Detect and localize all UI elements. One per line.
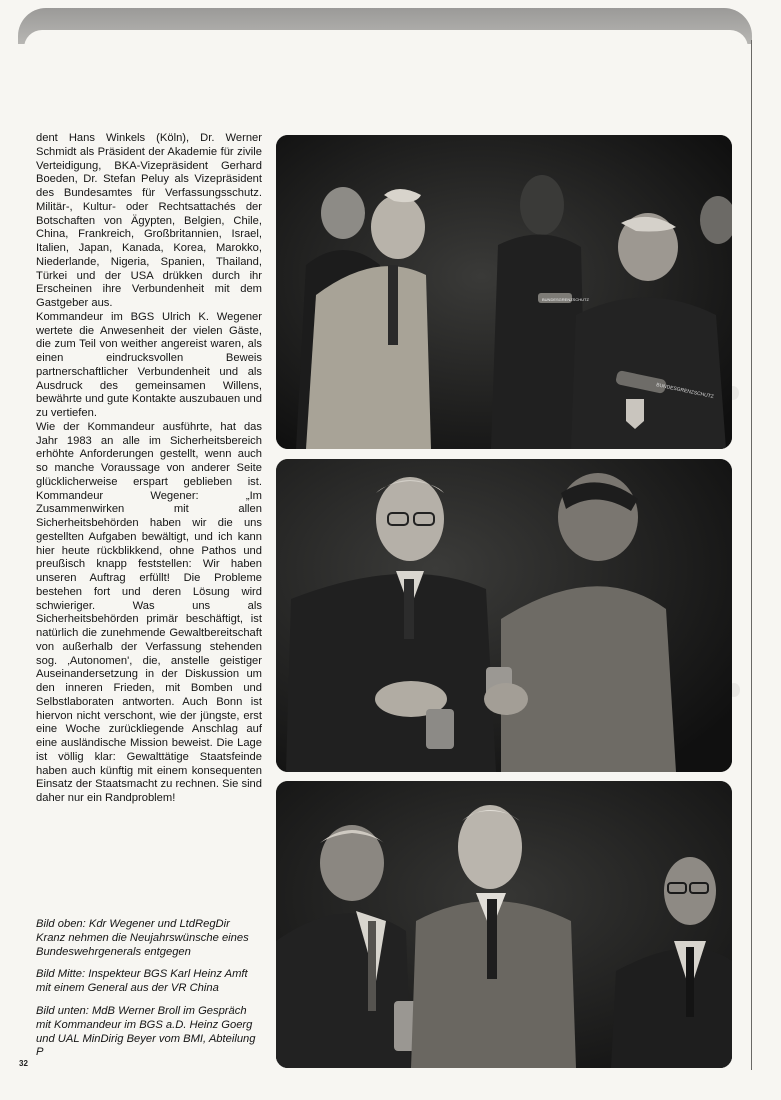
badge-text: BUNDESGRENZSCHUTZ (542, 297, 589, 302)
article-body (36, 132, 262, 806)
photo-captions (36, 918, 262, 1069)
photo-bottom-illustration (276, 781, 732, 1068)
column-rule (751, 40, 752, 1070)
photo-bottom (276, 781, 732, 1068)
page-header-inner (24, 30, 748, 50)
article-paragraph: Wie der Kommandeur ausführte, hat das Jahr 1983 an alle im Sicherheitsbereich erhöhte Anforderungen gestellt, wenn auch so manche Voraussage von anderer Seite glücklicherweise erspart geblieben ist. Kommandeur Wegener: „Im Zusammenwirken mit allen Sicherheitsbehörden haben wir die uns gestellten Aufgaben bewältigt, und ich kann hier heute rückblikkend, ohne Pathos und preußisch knapp feststellen: Wir haben unseren Auftrag erfüllt! Die Probleme bestehen fort und deren Lösung wird schwieriger. Was uns als Sicherheitsbehörden primär beschäftigt, ist natürlich die zunehmende Gewaltbereitschaft von außerhalb der Verfassung stehenden sog. ‚Autonomen', die, anstelle geistiger Auseinandersetzung in der Diskussion um den inneren Frieden, mit Bomben und Selbstlaboraten antworten. Auch Bonn ist hiervon nicht verschont, wie der jüngste, erst eine Woche zurückliegende Anschlag auf eine ausländische Mission beweist. Die Lage ist völlig klar: Gewalttätige Staatsfeinde haben auch künftig mit einem konsequenten Einsatz der Staatsmacht zu rechnen. Sie sind daher nur ein Randproblem! (36, 420, 262, 804)
page-number: 32 (19, 1059, 28, 1068)
photo-middle-illustration (276, 459, 732, 772)
article-paragraph: dent Hans Winkels (Köln), Dr. Werner Schmidt als Präsident der Akademie für zivile Verteidigung, BKA-Vizepräsident Gerhard Boeden, Dr. Stefan Peluy als Vizepräsident des Bundesamtes für Verfassungsschutz. Militär-, Kultur- oder Rechtsattachés der Botschaften von Ägypten, Belgien, Chile, China, Frankreich, Großbritannien, Israel, Italien, Japan, Kanada, Korea, Marokko, Niederlande, Nigeria, Spanien, Thailand, Türkei und der USA drükken durch ihr Erscheinen ihre Verbundenheit mit dem Gastgeber aus. (36, 132, 262, 309)
photo-top-illustration (276, 135, 732, 449)
photo-middle (276, 459, 732, 772)
photo-top (276, 135, 732, 449)
caption-top: Bild oben: Kdr Wegener und LtdRegDir Kranz nehmen die Neujahrswünsche eines Bundeswehrgenerals entgegen (36, 918, 249, 958)
caption-bottom: Bild unten: MdB Werner Broll im Gespräch mit Kommandeur im BGS a.D. Heinz Goerg und UAL MinDirig Beyer vom BMI, Abteilung P (36, 1004, 256, 1059)
caption-middle: Bild Mitte: Inspekteur BGS Karl Heinz Amft mit einem General aus der VR China (36, 968, 248, 995)
article-paragraph: Kommandeur im BGS Ulrich K. Wegener wertete die Anwesenheit der vielen Gäste, die zum Teil von weither angereist waren, als einen eindrucksvollen Beweis partnerschaftlicher Verbundenheit und als Ausdruck des gemeinsamen Willens, bewährte und gute Kontakte auszubauen und zu vertiefen. (36, 310, 262, 419)
badge-text: BUNDESGRENZSCHUTZ (655, 382, 715, 401)
